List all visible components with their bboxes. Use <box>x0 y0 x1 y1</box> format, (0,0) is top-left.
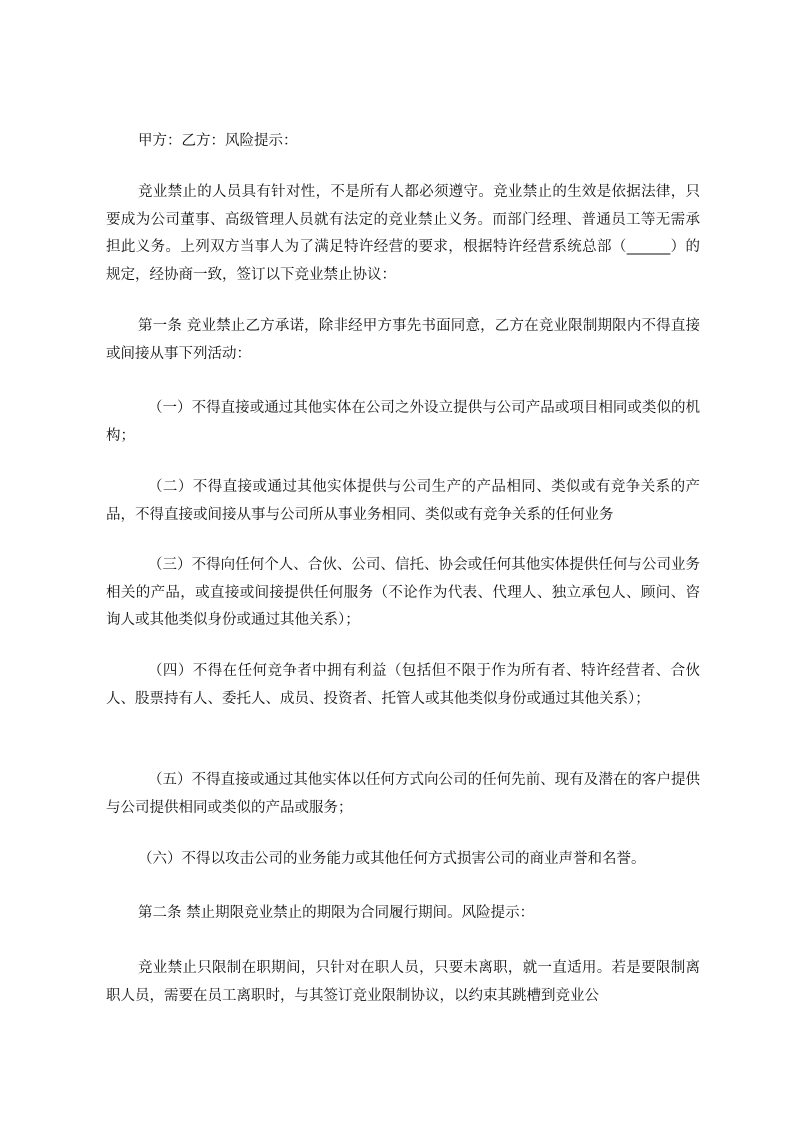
clause-5: （五）不得直接或通过其他实体以任何方式向公司的任何先前、现有及潜在的客户提供与公司提供相同或类似的产品或服务； <box>106 772 700 816</box>
article-two: 第二条 禁止期限竞业禁止的期限为合同履行期间。风险提示： <box>138 905 535 921</box>
article-one: 第一条 竞业禁止乙方承诺，除非经甲方事先书面同意，乙方在竞业限制期限内不得直接或间接从事下列活动： <box>106 318 700 362</box>
clause-3: （三）不得向任何个人、合伙、公司、信托、协会或任何其他实体提供任何与公司业务相关的产品，或直接或间接提供任何服务（不论作为代表、代理人、独立承包人、顾问、咨询人或其他类似身份或通过其他关系）； <box>106 557 700 628</box>
clause-4: （四）不得在任何竞争者中拥有利益（包括但不限于作为所有者、特许经营者、合伙人、股票持有人、委托人、成员、投资者、托管人或其他类似身份或通过其他关系）； <box>106 663 700 707</box>
clause-6: （六）不得以攻击公司的业务能力或其他任何方式损害公司的商业声誉和名誉。 <box>138 851 646 867</box>
clause-1: （一）不得直接或通过其他实体在公司之外设立提供与公司产品或项目相同或类似的机构； <box>106 400 700 444</box>
risk-notice-paragraph: 竞业禁止的人员具有针对性，不是所有人都必须遵守。竞业禁止的生效是依据法律，只要成为公司董事、高级管理人员就有法定的竞业禁止义务。而部门经理、普通员工等无需承担此义务。上列双方当事人为了满足特许经营的要求，根据特许经营系统总部（______）的规定，经协商一致，签订以下竞业禁止协议： <box>106 184 700 283</box>
clause-2: （二）不得直接或通过其他实体提供与公司生产的产品相同、类似或有竞争关系的产品，不得直接或间接从事与公司所从事业务相同、类似或有竞争关系的任何业务 <box>106 479 700 523</box>
parties-heading: 甲方：乙方：风险提示： <box>138 133 298 149</box>
non-compete-scope-paragraph: 竞业禁止只限制在职期间，只针对在职人员，只要未离职，就一直适用。若是要限制离职人员，需要在员工离职时，与其签订竞业限制协议，以约束其跳槽到竞业公 <box>106 960 700 1004</box>
